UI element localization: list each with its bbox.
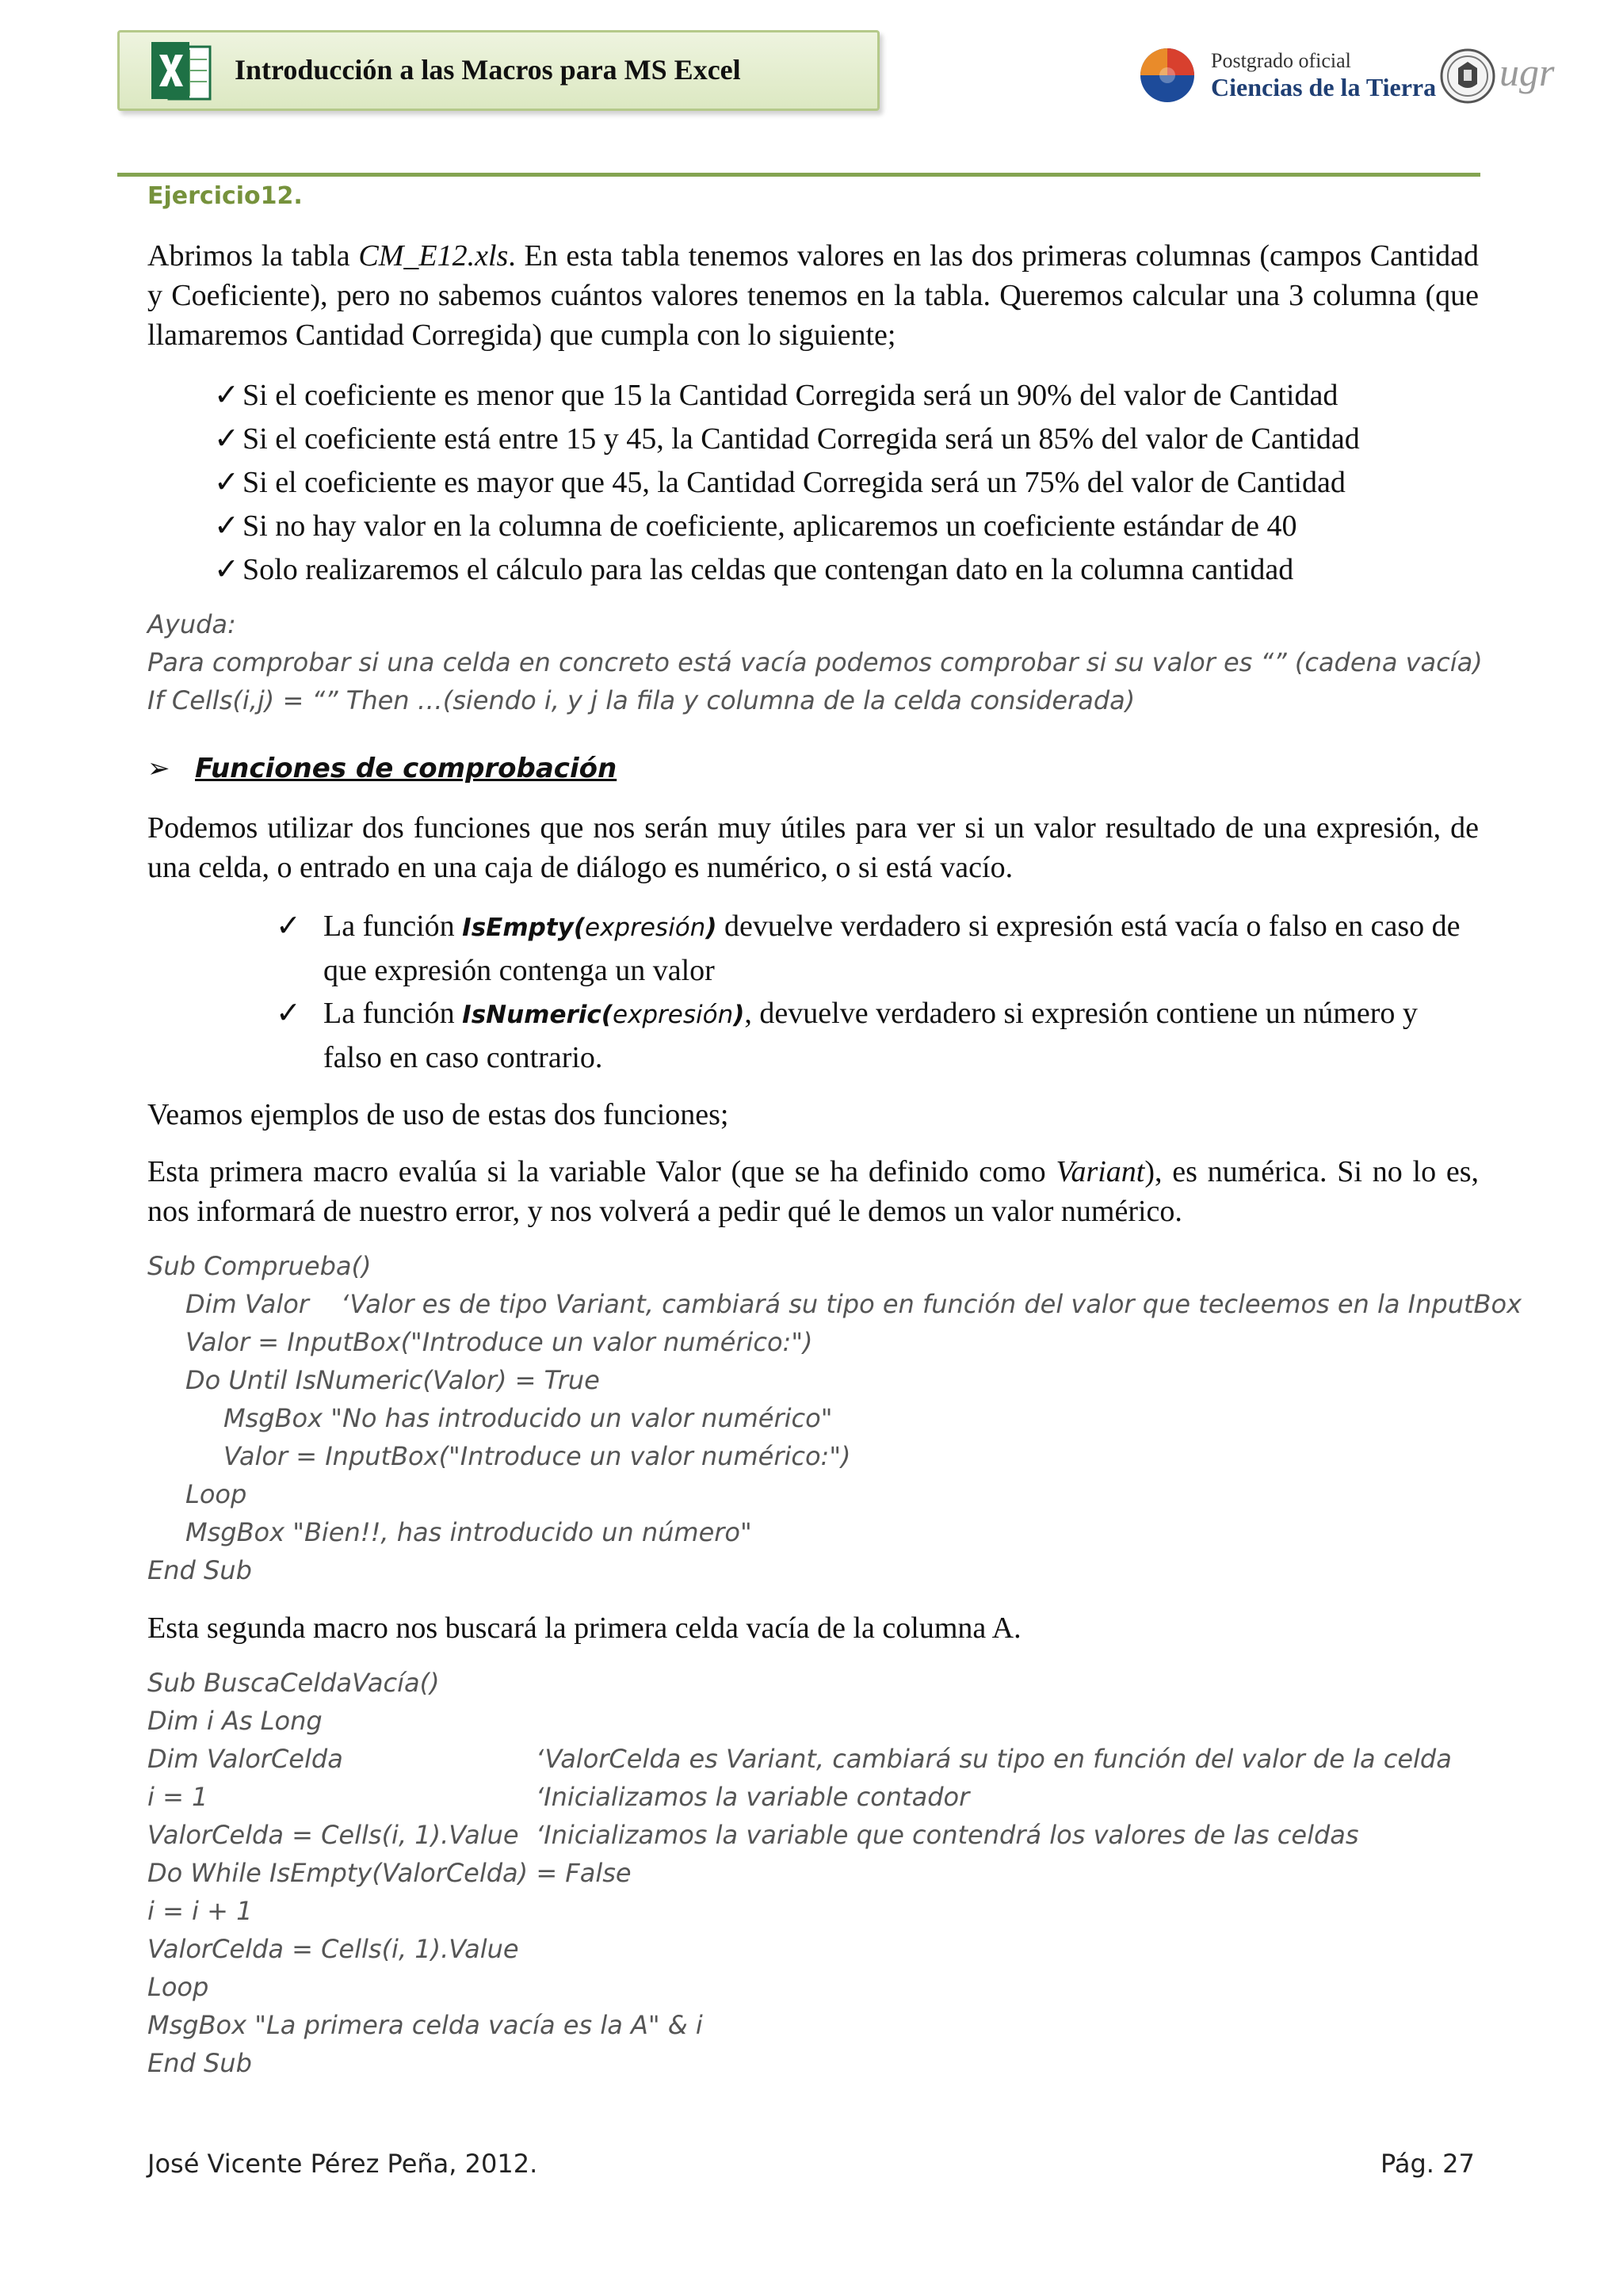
code-line: End Sub <box>147 1555 252 1585</box>
list-item: ✓ Solo realizaremos el cálculo para las celdas que contengan dato en la columna cantidad <box>214 550 1360 593</box>
checkmark-icon: ✓ <box>214 553 239 586</box>
code-line: Dim i As Long <box>147 1706 323 1736</box>
code-line: Dim ValorCelda ‘ValorCelda es Variant, cambiará su tipo en función del valor de la celda <box>147 1740 703 1778</box>
code-line: Loop <box>185 1479 247 1509</box>
footer-author: José Vicente Pérez Peña, 2012. <box>147 2149 538 2179</box>
help-line: If Cells(i,j) = “” Then …(siendo i, y j la fila y columna de la celda considerada) <box>147 685 1136 715</box>
code-line: Sub BuscaCeldaVacía() <box>147 1668 440 1698</box>
list-item: ✓ La función IsNumeric(expresión), devuelve verdadero si expresión contiene un número y falso en caso contrario. <box>276 992 1480 1079</box>
code-line: Do While IsEmpty(ValorCelda) = False <box>147 1858 632 1888</box>
code-comment: ‘Inicializamos la variable que contendrá los valores de las celdas <box>536 1820 1359 1850</box>
code-line: ValorCelda = Cells(i, 1).Value ‘Inicializamos la variable que contendrá los valores de las celdas <box>147 1816 703 1854</box>
code-line: Valor = InputBox("Introduce un valor numérico:") <box>223 1441 851 1471</box>
function-name: IsEmpty( <box>462 913 586 942</box>
code-line: Sub Comprueba() <box>147 1251 372 1281</box>
rules-list <box>214 376 1360 593</box>
checkmark-icon: ✓ <box>276 997 301 1030</box>
header-banner <box>117 30 880 111</box>
ugr-logo-text: ugr <box>1499 50 1555 94</box>
code-line: i = 1 ‘Inicializamos la variable contador <box>147 1778 703 1816</box>
code-line: Dim Valor ‘Valor es de tipo Variant, cambiará su tipo en función del valor que tecleemos en la InputBox <box>147 1285 851 1323</box>
code-comment: ‘ValorCelda es Variant, cambiará su tipo en función del valor de la celda <box>536 1744 1452 1774</box>
university-seal-icon <box>1439 46 1496 106</box>
code-line: MsgBox "No has introducido un valor numérico" <box>223 1403 833 1433</box>
section-intro: Podemos utilizar dos funciones que nos serán muy útiles para ver si un valor resultado de una expresión, de una celda, o entrado en una caja de diálogo es numérico, o si está vacío. <box>147 811 1479 884</box>
code-line: i = i + 1 <box>147 1896 253 1926</box>
macro2-description: Esta segunda macro nos buscará la primera celda vacía de la columna A. <box>147 1611 1022 1645</box>
help-block <box>147 605 1483 719</box>
arrow-bullet-icon: ➢ <box>147 753 170 784</box>
exercise-title: Ejercicio12. <box>147 182 303 210</box>
code-line: ValorCelda = Cells(i, 1).Value <box>147 1934 519 1964</box>
code-block-comprueba <box>147 1247 1522 1589</box>
exercise-intro: Abrimos la tabla CM_E12.xls. En esta tabla tenemos valores en las dos primeras columnas (campos Cantidad y Coeficiente), pero no sabemos cuántos valores tenemos en la tabla. Queremos calcular una 3 columna (que llamaremos Cantidad Corregida) que cumpla con lo siguiente; <box>147 239 1479 352</box>
list-item: ✓ Si el coeficiente es mayor que 45, la Cantidad Corregida será un 75% del valor de Cantidad <box>214 463 1360 506</box>
ciencias-tierra-label: Ciencias de la Tierra <box>1211 73 1437 101</box>
help-label: Ayuda: <box>147 609 236 639</box>
postgrado-label: Postgrado oficial <box>1211 49 1351 72</box>
list-item: ✓ La función IsEmpty(expresión) devuelve verdadero si expresión está vacía o falso en caso de que expresión contenga un valor <box>276 905 1480 992</box>
checkmark-icon: ✓ <box>214 422 239 456</box>
header-title: Introducción a las Macros para MS Excel <box>235 54 741 86</box>
code-line: MsgBox "Bien!!, has introducido un número" <box>185 1517 752 1547</box>
code-line: Valor = InputBox("Introduce un valor numérico:") <box>185 1327 813 1357</box>
code-comment: ‘Valor es de tipo Variant, cambiará su tipo en función del valor que tecleemos en la InputBox <box>341 1289 1522 1319</box>
code-comment: ‘Inicializamos la variable contador <box>536 1782 970 1812</box>
section-heading: ➢ Funciones de comprobación <box>147 753 617 784</box>
function-name: IsNumeric( <box>462 1001 613 1029</box>
code-line: Do Until IsNumeric(Valor) = True <box>185 1365 600 1395</box>
checkmark-icon: ✓ <box>214 466 239 499</box>
footer-page-number: Pág. 27 <box>1381 2149 1475 2179</box>
help-line: Para comprobar si una celda en concreto está vacía podemos comprobar si su valor es “” (cadena vacía) <box>147 647 1483 677</box>
code-block-busca-celda <box>147 1664 1452 2082</box>
macro1-description: Esta primera macro evalúa si la variable Valor (que se ha definido como Variant), es numérica. Si no lo es, nos informará de nuestro error, y nos volverá a pedir qué le demos un valor numérico. <box>147 1155 1479 1228</box>
code-line: Loop <box>147 1972 209 2002</box>
postgrado-logo-icon <box>1138 46 1197 105</box>
code-line: MsgBox "La primera celda vacía es la A" & i <box>147 2010 703 2040</box>
examples-intro: Veamos ejemplos de uso de estas dos funciones; <box>147 1098 729 1131</box>
function-list <box>276 905 1480 1079</box>
list-item: ✓ Si no hay valor en la columna de coeficiente, aplicaremos un coeficiente estándar de 40 <box>214 506 1360 550</box>
checkmark-icon: ✓ <box>214 379 239 412</box>
checkmark-icon: ✓ <box>214 509 239 543</box>
header-rule <box>117 173 1480 177</box>
list-item: ✓ Si el coeficiente está entre 15 y 45, la Cantidad Corregida será un 85% del valor de Cantidad <box>214 419 1360 463</box>
code-line: End Sub <box>147 2048 252 2078</box>
excel-icon <box>148 39 215 105</box>
checkmark-icon: ✓ <box>276 910 301 943</box>
file-name: CM_E12.xls <box>358 239 509 273</box>
list-item: ✓ Si el coeficiente es menor que 15 la Cantidad Corregida será un 90% del valor de Cantidad <box>214 376 1360 419</box>
